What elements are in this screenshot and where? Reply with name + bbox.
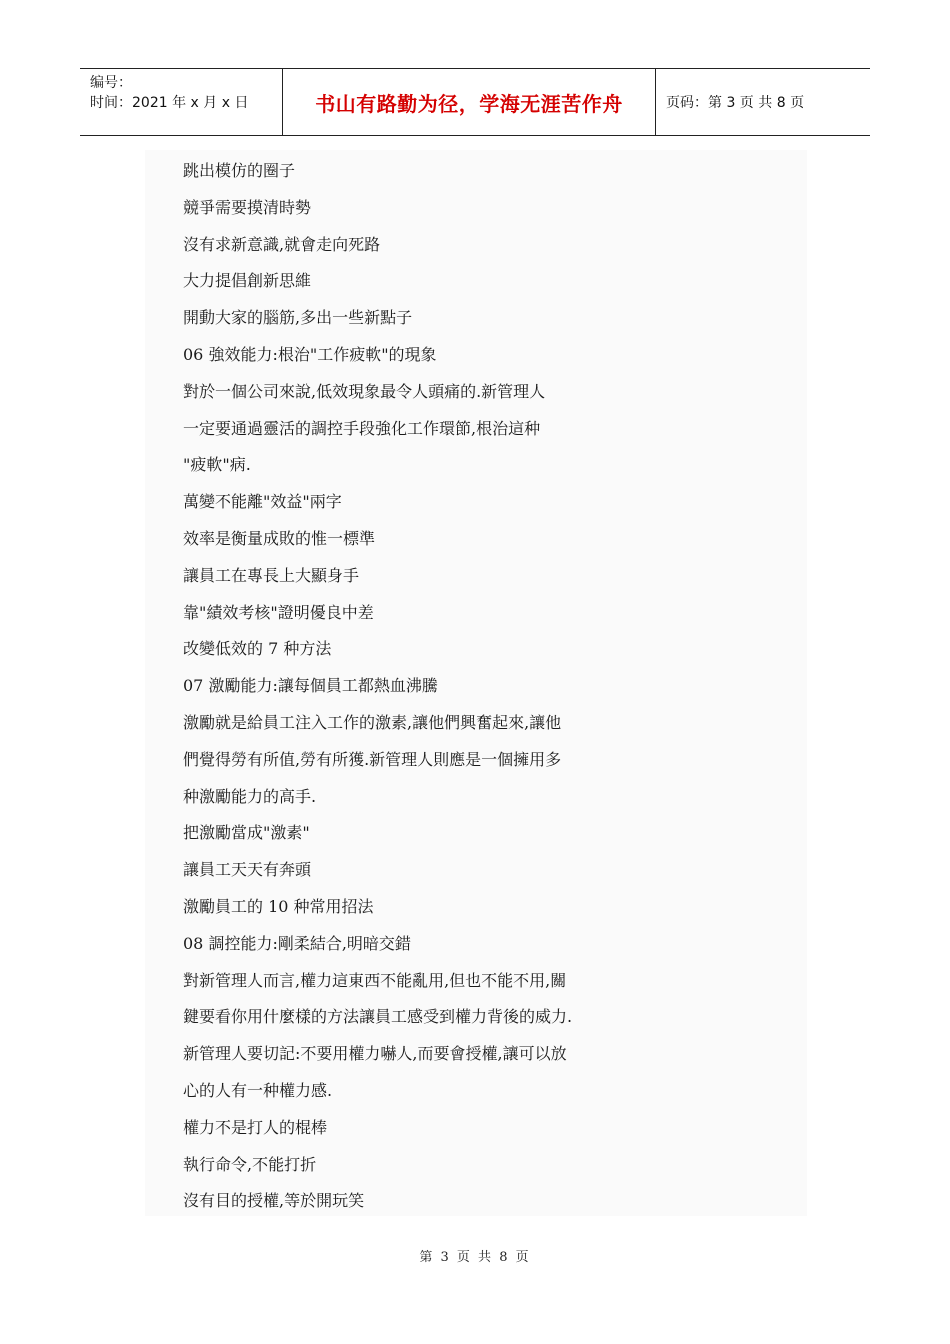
body-line: 對於一個公司來說,低效現象最令人頭痛的.新管理人 (183, 381, 546, 401)
page-footer: 第 3 页 共 8 页 (419, 1250, 531, 1265)
body-line: 開動大家的腦筋,多出一些新點子 (183, 308, 413, 328)
body-line: 競爭需要摸清時勢 (183, 197, 312, 217)
page-header (80, 68, 870, 136)
header-motto: 书山有路勤为径，学海无涯苦作舟 (283, 69, 656, 135)
body-line: 靠"績效考核"證明優良中差 (183, 602, 374, 622)
body-line: "疲軟"病. (183, 455, 251, 475)
body-line: 一定要通過靈活的調控手段強化工作環節,根治這种 (183, 418, 541, 438)
body-line: 心的人有一种權力感. (183, 1080, 333, 1100)
body-line: 執行命令,不能打折 (183, 1154, 317, 1174)
body-line: 改變低效的 7 种方法 (183, 639, 332, 659)
body-line: 把激勵當成"激素" (183, 823, 310, 843)
document-date-label: 时间：2021 年 x 月 x 日 (90, 95, 249, 111)
body-line: 們覺得勞有所值,勞有所獲.新管理人則應是一個擁用多 (183, 749, 562, 769)
body-line: 萬變不能離"效益"兩字 (183, 492, 342, 512)
section-heading: 08 調控能力:剛柔結合,明暗交錯 (183, 933, 411, 953)
body-line: 權力不是打人的棍棒 (183, 1117, 328, 1137)
section-heading: 07 激勵能力:讓每個員工都熱血沸騰 (183, 676, 438, 696)
body-line: 效率是衡量成敗的惟一標準 (183, 528, 376, 548)
body-line: 對新管理人而言,權力這東西不能亂用,但也不能不用,關 (183, 970, 567, 990)
body-line: 种激勵能力的高手. (183, 786, 317, 806)
header-page-number: 页码：第 3 页 共 8 页 (666, 95, 805, 111)
body-line: 讓員工天天有奔頭 (183, 860, 312, 880)
header-meta (80, 69, 283, 135)
document-number-label: 编号： (90, 75, 132, 91)
body-line: 讓員工在專長上大顯身手 (183, 565, 360, 585)
body-line: 新管理人要切記:不要用權力嚇人,而要會授權,讓可以放 (183, 1044, 567, 1064)
body-line: 激勵員工的 10 种常用招法 (183, 896, 374, 916)
body-line: 激勵就是給員工注入工作的激素,讓他們興奮起來,讓他 (183, 712, 562, 732)
section-heading: 06 強效能力:根治"工作疲軟"的現象 (183, 344, 437, 364)
body-line: 大力提倡創新思維 (183, 271, 312, 291)
body-line: 鍵要看你用什麼樣的方法讓員工感受到權力背後的威力. (183, 1007, 573, 1027)
document-body (145, 150, 807, 1216)
body-line: 跳出模仿的圈子 (183, 161, 296, 180)
body-line: 沒有目的授權,等於開玩笑 (183, 1191, 365, 1211)
body-line: 沒有求新意識,就會走向死路 (183, 234, 381, 254)
